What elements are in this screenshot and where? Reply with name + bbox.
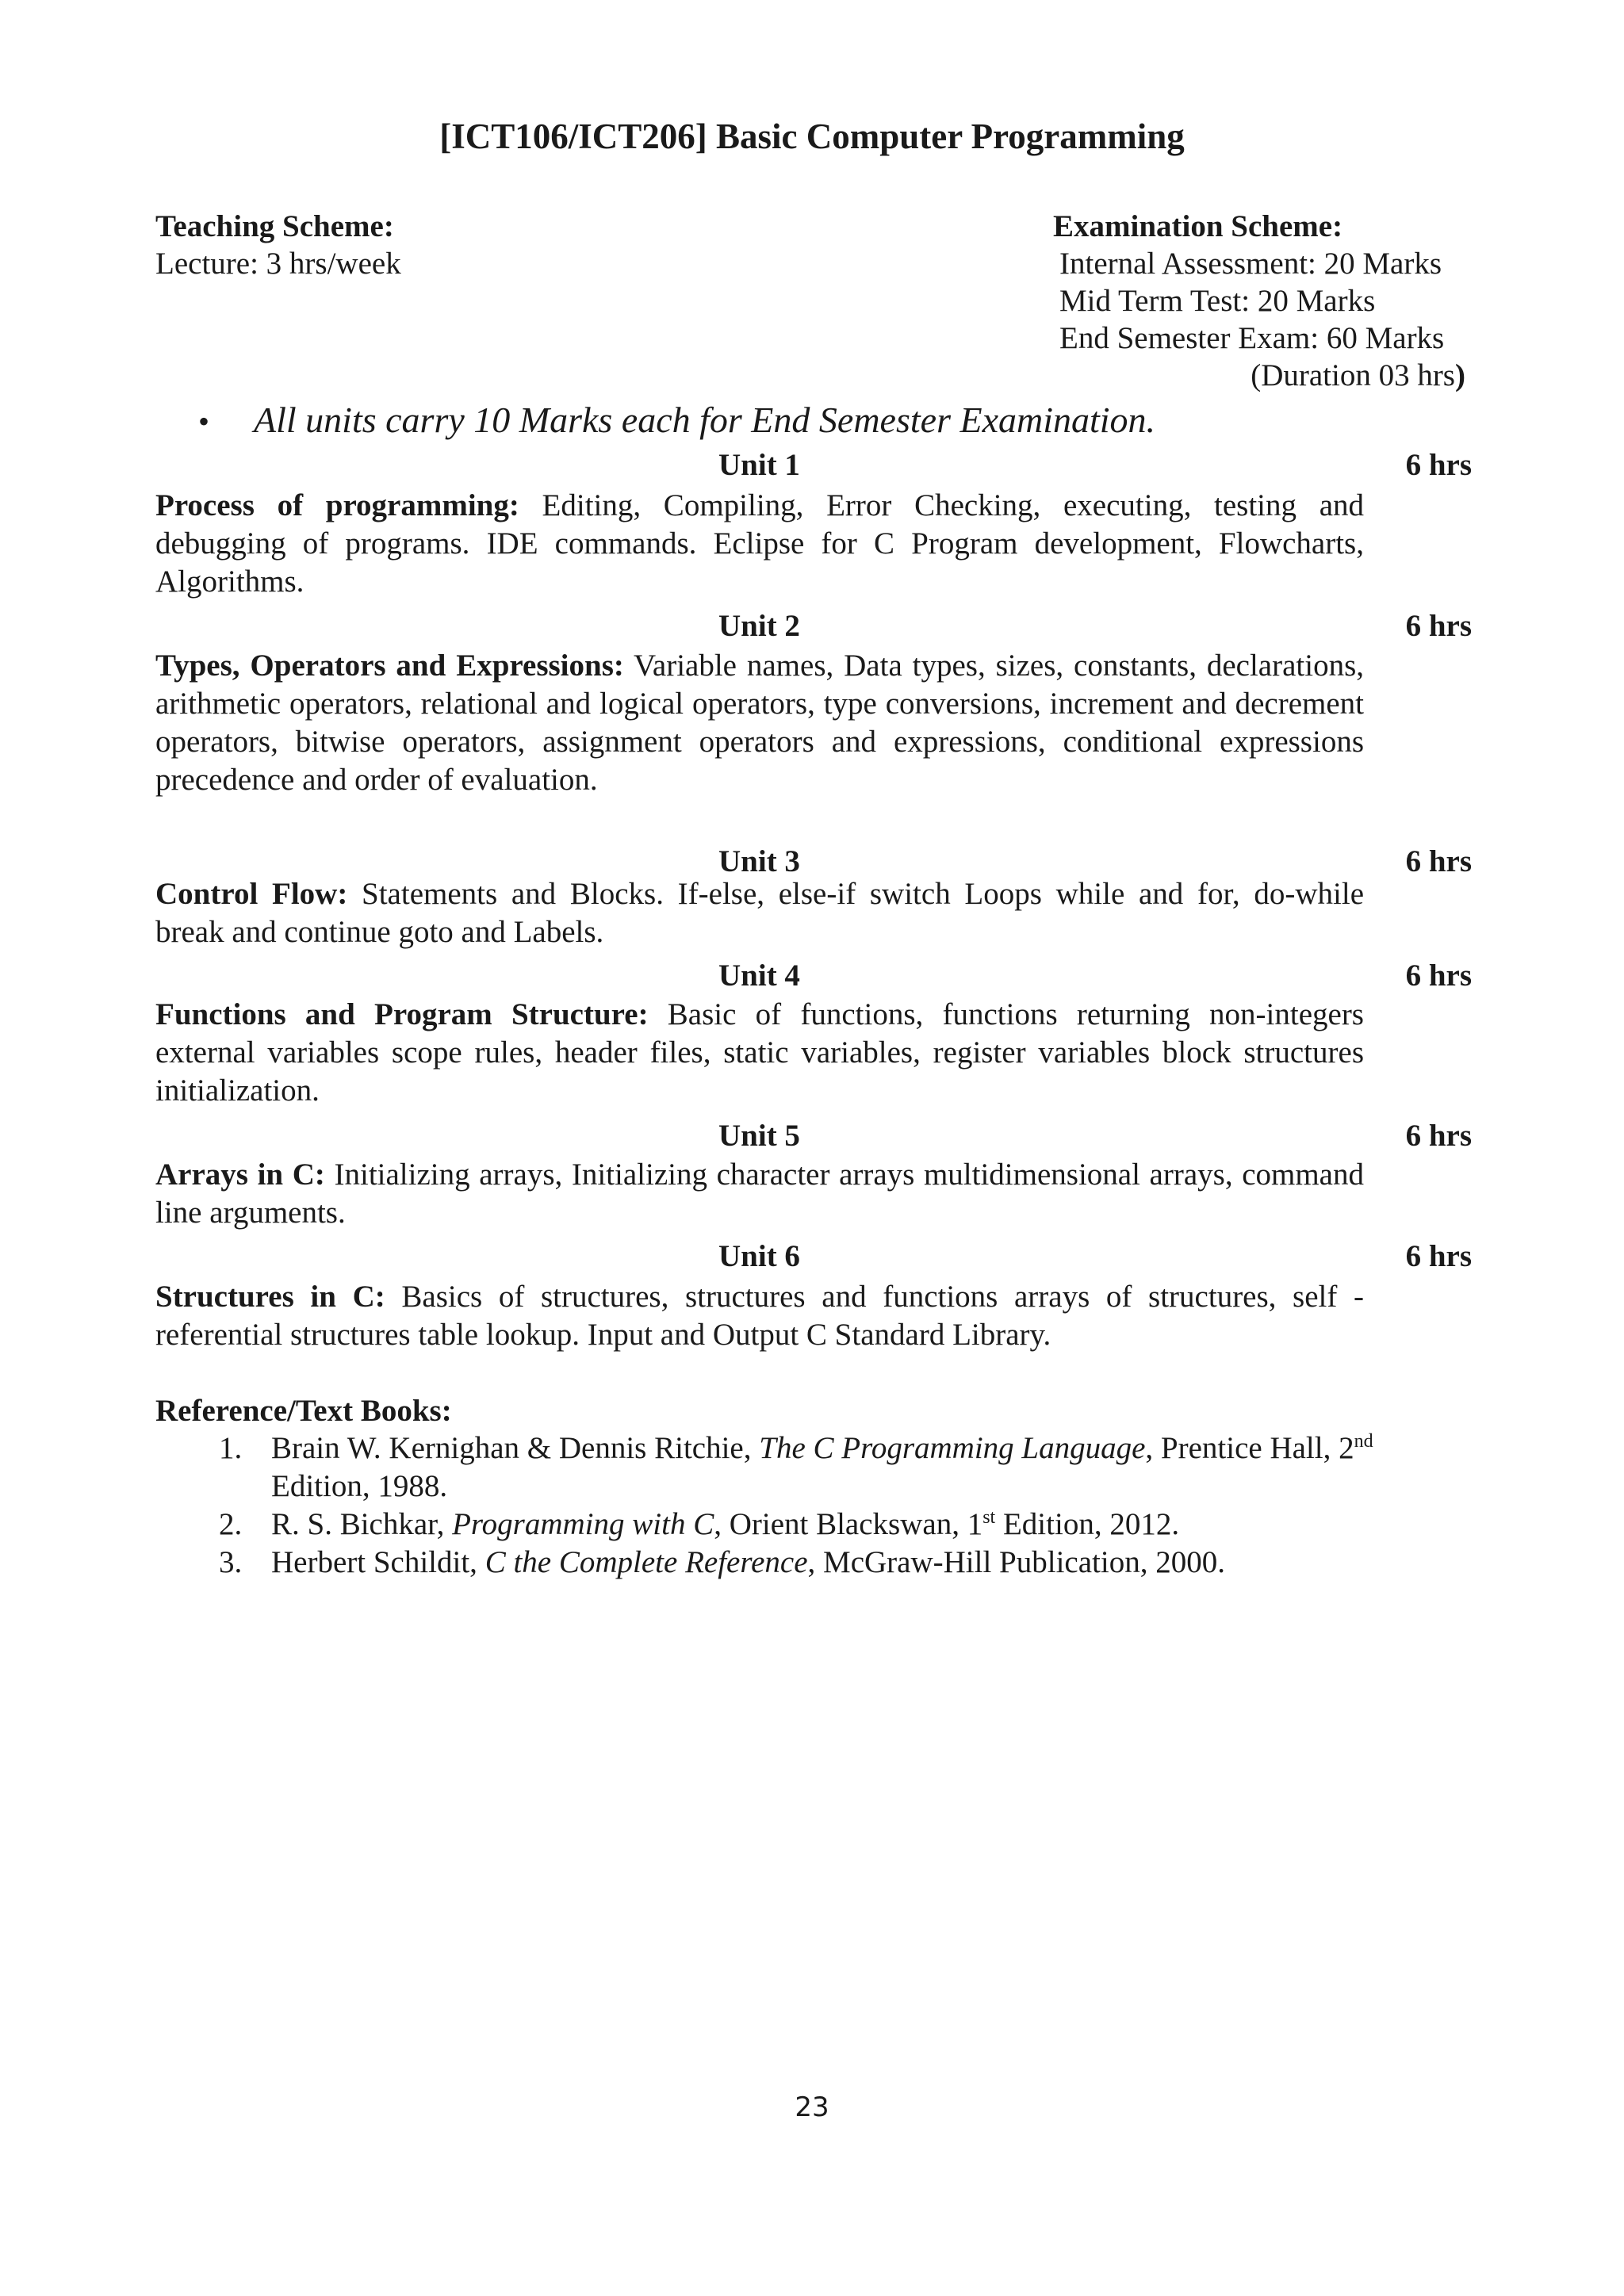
unit-topic: Types, Operators and Expressions: xyxy=(155,649,624,683)
reference-publisher: , McGraw-Hill Publication, 2000. xyxy=(807,1545,1225,1579)
unit-description: Variable names, Data types, sizes, constants, declarations, arithmetic operators, relational and logical operators, type conversions, increment and decrement operators, bitwise operators, assignment operators and expressions, conditional expressions precedence and order of evaluation. xyxy=(155,649,1364,797)
unit-name: Unit 5 xyxy=(718,1119,800,1153)
unit-4-content xyxy=(155,996,1364,1110)
references-heading: Reference/Text Books: xyxy=(155,1394,452,1428)
unit-3-content xyxy=(155,875,1364,951)
unit-5-heading xyxy=(155,1116,1472,1156)
end-semester-exam: End Semester Exam: 60 Marks xyxy=(1059,321,1445,355)
unit-6-content xyxy=(155,1278,1364,1354)
mid-term-test: Mid Term Test: 20 Marks xyxy=(1059,284,1376,318)
unit-hours: 6 hrs xyxy=(1405,1239,1472,1273)
unit-hours: 6 hrs xyxy=(1405,959,1472,993)
unit-name: Unit 3 xyxy=(718,844,800,878)
page-number: 23 xyxy=(795,2091,829,2123)
reference-publisher: , Orient Blackswan, 1 xyxy=(714,1507,983,1541)
reference-publisher: , Prentice Hall, 2 xyxy=(1145,1431,1354,1465)
unit-hours: 6 hrs xyxy=(1405,844,1472,878)
unit-name: Unit 1 xyxy=(718,448,800,482)
reference-edition: Edition, 1988. xyxy=(271,1469,448,1503)
unit-5-content xyxy=(155,1156,1364,1232)
unit-topic: Process of programming: xyxy=(155,488,519,522)
internal-assessment: Internal Assessment: 20 Marks xyxy=(1059,247,1442,281)
reference-number: 1. xyxy=(219,1431,243,1465)
reference-author: Brain W. Kernighan & Dennis Ritchie, xyxy=(271,1431,760,1465)
reference-edition: Edition, 2012. xyxy=(995,1507,1180,1541)
exam-duration xyxy=(1053,357,1465,394)
lecture-hours: Lecture: 3 hrs/week xyxy=(155,247,401,281)
unit-description: Statements and Blocks. If-else, else-if switch Loops while and for, do-while break and continue goto and Labels. xyxy=(155,877,1365,949)
course-title: [ICT106/ICT206] Basic Computer Programming xyxy=(439,117,1185,156)
reference-list xyxy=(155,1429,1488,1582)
unit-description: Editing, Compiling, Error Checking, executing, testing and debugging of programs. IDE commands. Eclipse for C Program development, Flowcharts, Algorithms. xyxy=(155,488,1365,599)
unit-topic: Arrays in C: xyxy=(155,1158,325,1192)
unit-hours: 6 hrs xyxy=(1405,1119,1472,1153)
unit-topic: Functions and Program Structure: xyxy=(155,997,649,1031)
unit-hours: 6 hrs xyxy=(1405,609,1472,643)
reference-number: 2. xyxy=(219,1507,243,1541)
reference-number: 3. xyxy=(219,1545,243,1579)
unit-1-content xyxy=(155,487,1364,601)
examination-scheme xyxy=(1053,208,1465,394)
reference-ordinal: nd xyxy=(1354,1431,1373,1452)
unit-4-heading xyxy=(155,956,1472,996)
reference-item xyxy=(155,1506,1488,1544)
unit-topic: Structures in C: xyxy=(155,1280,385,1314)
unit-name: Unit 6 xyxy=(718,1239,800,1273)
unit-2-heading xyxy=(155,607,1472,646)
reference-title: Programming with C xyxy=(452,1507,714,1541)
reference-author: Herbert Schildit, xyxy=(271,1545,485,1579)
marks-note-text: All units carry 10 Marks each for End Semester Examination. xyxy=(254,400,1156,440)
reference-item xyxy=(155,1429,1488,1506)
reference-author: R. S. Bichkar, xyxy=(271,1507,453,1541)
reference-ordinal: st xyxy=(982,1507,996,1528)
exam-duration-text: (Duration 03 hrs xyxy=(1251,358,1455,392)
unit-2-content xyxy=(155,647,1364,799)
unit-topic: Control Flow: xyxy=(155,877,348,911)
unit-description: Basic of functions, functions returning non-integers external variables scope rules, header files, static variables, register variables block structures initialization. xyxy=(155,997,1364,1108)
examination-scheme-heading: Examination Scheme: xyxy=(1053,209,1343,243)
unit-description: Basics of structures, structures and functions arrays of structures, self - referential structures table lookup. Input and Output C Standard Library. xyxy=(155,1280,1365,1352)
marks-note xyxy=(198,396,1155,446)
reference-title: The C Programming Language xyxy=(759,1431,1146,1465)
reference-item xyxy=(155,1544,1488,1582)
unit-name: Unit 2 xyxy=(718,609,800,643)
unit-1-heading xyxy=(155,446,1472,485)
unit-description: Initializing arrays, Initializing character arrays multidimensional arrays, command line arguments. xyxy=(155,1158,1364,1230)
bullet-icon: • xyxy=(198,404,210,439)
unit-hours: 6 hrs xyxy=(1405,448,1472,482)
unit-name: Unit 4 xyxy=(718,959,800,993)
unit-6-heading xyxy=(155,1237,1472,1276)
teaching-scheme xyxy=(155,208,401,282)
reference-title: C the Complete Reference xyxy=(485,1545,808,1579)
exam-duration-paren: ) xyxy=(1455,358,1465,392)
teaching-scheme-heading: Teaching Scheme: xyxy=(155,209,394,243)
